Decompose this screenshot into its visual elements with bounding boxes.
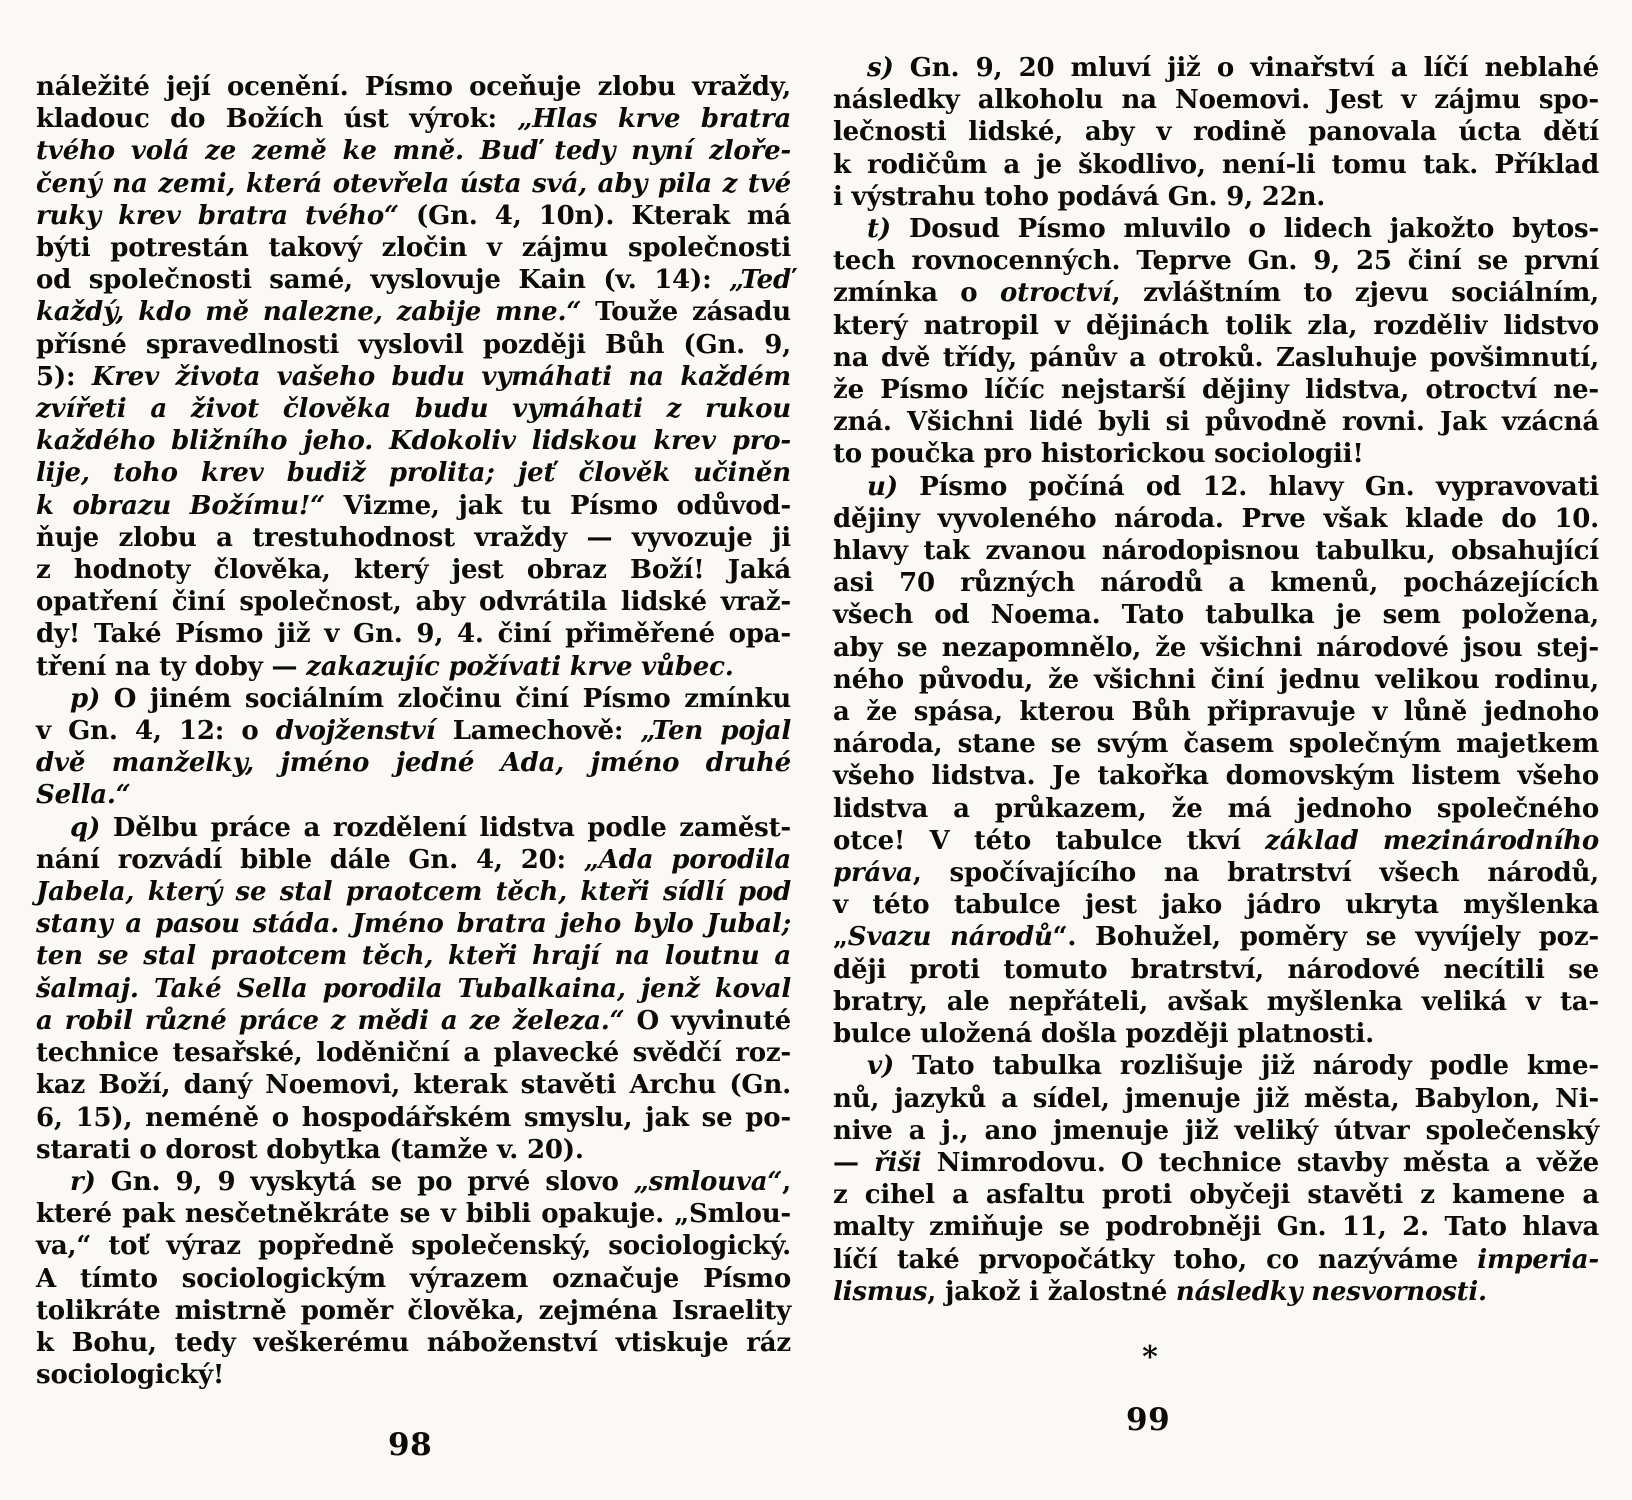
text-run: O jiném sociálním zločinu činí Písmo zmínku xyxy=(113,683,791,714)
text-line xyxy=(833,213,1599,245)
text-line xyxy=(833,696,1599,728)
text-run: kaz Boží, daný Noemovi, kterak stavěti Archu (Gn. xyxy=(36,1070,791,1101)
italic-text-run: u) xyxy=(867,471,920,502)
text-run: všeho lidstva. Je takořka domovským listem všeho xyxy=(833,761,1599,792)
text-run: tolikráte mistrně poměr člověka, zejména Israelity xyxy=(36,1295,791,1326)
text-run: — xyxy=(833,1147,875,1178)
text-run: Gn. 9, 9 vyskytá se po prvé slovo xyxy=(110,1166,634,1197)
text-line xyxy=(833,889,1599,921)
text-line xyxy=(833,277,1599,309)
text-line xyxy=(833,728,1599,760)
text-line xyxy=(833,599,1599,631)
text-run: (Gn. 4, 10n). Kterak má xyxy=(398,200,791,231)
text-line xyxy=(833,986,1599,1018)
italic-text-run: a robil různé práce z mědi a ze železa.“ xyxy=(36,1005,625,1036)
text-line xyxy=(36,779,791,811)
text-line xyxy=(833,471,1599,503)
italic-text-run: „smlouva“ xyxy=(633,1166,783,1197)
text-line xyxy=(36,1005,791,1037)
italic-text-run: k obrazu Božímu!“ xyxy=(36,490,325,521)
text-line xyxy=(833,632,1599,664)
text-run: Písmo počíná od 12. hlavy Gn. vypravovati xyxy=(919,471,1599,502)
italic-text-run: v) xyxy=(867,1051,913,1082)
text-run: lidstva a průkazem, že má jednoho společného xyxy=(833,793,1599,824)
text-line xyxy=(36,908,791,940)
text-line xyxy=(833,760,1599,792)
text-line xyxy=(36,683,791,715)
text-line xyxy=(833,664,1599,696)
italic-text-run: s) xyxy=(867,53,910,83)
text-run: Dělbu práce a rozdělení lidstva podle zaměst- xyxy=(112,812,792,843)
text-run: v této tabulce jest jako jádro ukryta myšlenka xyxy=(833,890,1599,921)
text-line xyxy=(36,1230,791,1262)
text-run: dy! Také Písmo již v Gn. 9, 4. činí přiměřené opa- xyxy=(36,619,791,650)
italic-text-run: tvého volá ze země ke mně. Buď tedy nyní zloře- xyxy=(36,136,791,167)
text-run: náležité její ocenění. Písmo oceňuje zlobu vraždy, xyxy=(36,72,791,102)
text-line xyxy=(833,438,1599,470)
italic-text-run: práva xyxy=(833,858,913,889)
text-line xyxy=(833,825,1599,857)
text-run: 5): xyxy=(36,361,92,392)
italic-text-run: otroctví xyxy=(1000,278,1112,309)
text-run: , jakož i žalostné xyxy=(927,1276,1176,1307)
text-run: a že spása, kterou Bůh připravuje v lůně jednoho xyxy=(833,697,1599,728)
text-line xyxy=(36,457,791,489)
text-line xyxy=(36,393,791,425)
italic-text-run: dvě manželky, jméno jedné Ada, jméno druhé xyxy=(36,748,791,779)
text-run: v Gn. 4, 12: o xyxy=(36,716,276,747)
text-run: národa, stane se svým časem společným majetkem xyxy=(833,729,1599,760)
text-run: že Písmo líčíc nejstarší dějiny lidstva, otroctví ne- xyxy=(833,375,1599,406)
text-line xyxy=(36,618,791,650)
text-line xyxy=(833,503,1599,535)
text-line xyxy=(36,651,791,683)
text-line xyxy=(833,567,1599,599)
italic-text-run: „Teď xyxy=(729,265,791,296)
italic-text-run: „Ada porodila xyxy=(583,844,791,875)
text-run: ňuje zlobu a trestuhodnost vraždy — vyvozuje ji xyxy=(36,522,791,553)
text-line xyxy=(36,1166,791,1198)
text-line xyxy=(36,586,791,618)
text-run: ději proti tomuto bratrství, národové necítili se xyxy=(833,954,1599,985)
text-run: otce! V této tabulce tkví xyxy=(833,825,1266,856)
text-run: na dvě třídy, pánův a otroků. Zasluhuje povšimnutí, xyxy=(833,342,1599,373)
text-run: va,“ toť výraz popředně společenský, sociologický. xyxy=(36,1231,791,1262)
text-line xyxy=(833,793,1599,825)
text-line xyxy=(36,1102,791,1134)
text-line xyxy=(833,1083,1599,1115)
italic-text-run: následky nesvornosti. xyxy=(1175,1276,1487,1307)
text-line xyxy=(36,329,791,361)
text-line xyxy=(36,522,791,554)
text-run: které pak nesčetněkráte se v bibli opakuje. „Smlou- xyxy=(36,1199,791,1230)
text-line xyxy=(36,71,791,103)
text-run: kladouc do Božích úst výrok: xyxy=(36,104,518,135)
text-run: technice tesařské, loděniční a plavecké svědčí roz- xyxy=(36,1038,791,1069)
text-line xyxy=(36,232,791,264)
text-line xyxy=(36,425,791,457)
text-line xyxy=(36,361,791,393)
text-line xyxy=(36,103,791,135)
text-run: Touže zásadu xyxy=(581,297,791,328)
text-run: Nimrodovu. O technice stavby města a věže xyxy=(921,1147,1599,1178)
italic-text-run: Jabela, který se stal praotcem těch, kteři sídlí pod xyxy=(36,877,791,908)
italic-text-run: r) xyxy=(70,1166,111,1197)
italic-text-run: zvířeti a život člověka budu vymáhati z rukou xyxy=(36,394,791,425)
italic-text-run: čený na zemi, která otevřela ústa svá, aby pila z tvé xyxy=(36,168,791,199)
text-line xyxy=(833,1179,1599,1211)
text-line xyxy=(36,812,791,844)
italic-text-run: Svazu národů xyxy=(847,922,1053,953)
text-line xyxy=(833,374,1599,406)
text-line xyxy=(833,921,1599,953)
text-line xyxy=(36,876,791,908)
italic-text-run: q) xyxy=(70,812,113,843)
text-line xyxy=(36,168,791,200)
text-line xyxy=(36,135,791,167)
text-run: který natropil v dějinách tolik zla, rozděliv lidstvo xyxy=(833,310,1599,341)
italic-text-run: každého bližního jeho. Kdokoliv lidskou krev pro- xyxy=(36,426,791,457)
text-line xyxy=(36,1037,791,1069)
italic-text-run: každý, kdo mě nalezne, zabije mne.“ xyxy=(36,297,582,328)
text-run: Gn. 9, 20 mluví již o vinařství a líčí neblahé xyxy=(909,53,1599,83)
italic-text-run: stany a pasou stáda. Jméno bratra jeho bylo Jubal; xyxy=(36,909,791,940)
text-run: všech od Noema. Tato tabulka je sem položena, xyxy=(833,600,1599,631)
italic-text-run: dvojženství xyxy=(275,716,436,747)
text-run: zmínka o xyxy=(833,278,1001,309)
text-run: , zvláštním to zjevu sociálním, xyxy=(1111,278,1599,309)
text-run: následky alkoholu na Noemovi. Jest v zájmu spo- xyxy=(833,85,1599,116)
text-line xyxy=(833,954,1599,986)
text-run: ného původu, že všichni činí jednu velikou rodinu, xyxy=(833,664,1599,695)
text-run: malty zmiňuje se podrobněji Gn. 11, 2. Tato hlava xyxy=(833,1212,1599,1243)
text-line xyxy=(833,245,1599,277)
text-run: 6, 15), neméně o hospodářském smyslu, jak se po- xyxy=(36,1102,791,1133)
italic-text-run: „Hlas krve bratra xyxy=(517,104,791,135)
text-run: z hodnoty člověka, který jest obraz Boží! Jaká xyxy=(36,555,791,586)
text-run: Dosud Písmo mluvilo o lidech jakožto bytos- xyxy=(908,214,1600,245)
text-line xyxy=(833,1211,1599,1243)
text-run: Lamechově: xyxy=(435,716,641,747)
text-run: „ xyxy=(833,922,848,953)
italic-text-run: ten se stal praotcem těch, kteři hrají na loutnu a xyxy=(36,941,791,972)
text-run: hlavy tak zvanou národopisnou tabulku, obsahující xyxy=(833,536,1599,567)
text-line xyxy=(36,747,791,779)
text-run: od společnosti samé, vyslovuje Kain (v. 14): xyxy=(36,265,730,296)
text-run: bulce uložená došla později platnosti. xyxy=(833,1019,1375,1050)
text-run: bratry, ale nepřáteli, avšak myšlenka veliká v ta- xyxy=(833,986,1599,1017)
text-run: tření na ty doby — xyxy=(36,651,307,682)
text-line xyxy=(833,310,1599,342)
italic-text-run: Krev života vašeho budu vymáhati na každém xyxy=(91,361,791,392)
text-line xyxy=(36,1327,791,1359)
text-run: O vyvinuté xyxy=(624,1005,791,1036)
text-run: k rodičům a je škodlivo, není-li tomu tak. Příklad xyxy=(833,149,1599,180)
text-line xyxy=(833,535,1599,567)
italic-text-run: ruky krev bratra tvého“ xyxy=(36,200,399,231)
text-run: starati o dorost dobytka (tamže v. 20). xyxy=(36,1134,584,1165)
text-run: asi 70 různých národů a kmenů, pocházejících xyxy=(833,568,1599,599)
text-run: tech rovnocenných. Teprve Gn. 9, 25 činí se první xyxy=(833,246,1599,277)
italic-text-run: lije, toho krev budiž prolita; jeť člověk učiněn xyxy=(36,458,791,489)
text-line xyxy=(833,1115,1599,1147)
text-line xyxy=(833,116,1599,148)
text-line xyxy=(833,342,1599,374)
text-line xyxy=(833,857,1599,889)
text-line xyxy=(833,1147,1599,1179)
text-run: nání rozvádí bible dále Gn. 4, 20: xyxy=(36,844,584,875)
italic-text-run: t) xyxy=(867,214,909,245)
page-number-left: 98 xyxy=(388,1427,433,1463)
text-line xyxy=(36,554,791,586)
text-run: dějiny vyvoleného národa. Prve však klade do 10. xyxy=(833,503,1599,534)
section-separator-asterisk: * xyxy=(1142,1340,1158,1375)
text-run: , spočívajícího na bratrství všech národů, xyxy=(912,858,1599,889)
text-line xyxy=(36,1198,791,1230)
text-line xyxy=(36,844,791,876)
page-number-right: 99 xyxy=(1126,1402,1171,1438)
text-run: aby se nezapomnělo, že všichni národové jsou stej- xyxy=(833,632,1599,663)
text-run: líčí také prvopočátky toho, co nazýváme xyxy=(833,1244,1478,1275)
italic-text-run: šalmaj. Také Sella porodila Tubalkaina, jenž koval xyxy=(36,973,791,1004)
text-line xyxy=(833,1276,1599,1308)
text-line xyxy=(36,715,791,747)
text-run: opatření činí společnost, aby odvrátila lidské vraž- xyxy=(36,587,791,618)
italic-text-run: zakazujíc požívati krve vůbec. xyxy=(306,651,734,682)
text-line xyxy=(36,1069,791,1101)
text-line xyxy=(833,1050,1599,1082)
italic-text-run: Sella.“ xyxy=(36,780,131,811)
page-99-text-column xyxy=(833,52,1599,1308)
text-line xyxy=(36,296,791,328)
page-98-text-column xyxy=(36,71,791,1391)
text-line xyxy=(36,1359,791,1391)
text-run: Vizme, jak tu Písmo odůvod- xyxy=(324,490,791,521)
text-line xyxy=(833,1244,1599,1276)
text-run: A tímto sociologickým výrazem označuje Písmo xyxy=(36,1263,791,1294)
text-run: i výstrahu toho podává Gn. 9, 22n. xyxy=(833,181,1326,212)
text-line xyxy=(833,1018,1599,1050)
italic-text-run: základ mezinárodního xyxy=(1265,825,1599,856)
text-line xyxy=(833,149,1599,181)
text-line xyxy=(36,264,791,296)
text-line xyxy=(36,1134,791,1166)
text-line xyxy=(833,406,1599,438)
text-run: přísné spravedlnosti vyslovil později Bůh (Gn. 9, xyxy=(36,329,791,360)
text-line xyxy=(833,52,1599,84)
text-line xyxy=(36,490,791,522)
text-run: nive a j., ano jmenuje již veliký útvar společenský xyxy=(833,1115,1599,1146)
text-run: to poučka pro historickou sociologii! xyxy=(833,439,1364,470)
text-line xyxy=(36,1263,791,1295)
text-line xyxy=(36,1295,791,1327)
italic-text-run: řiši xyxy=(874,1147,922,1178)
text-run: z cihel a asfaltu proti obyčeji stavěti z kamene a xyxy=(833,1180,1599,1211)
text-run: k Bohu, tedy veškerému náboženství vtiskuje ráz xyxy=(36,1327,791,1358)
text-line xyxy=(36,940,791,972)
text-run: býti potrestán takový zločin v zájmu společnosti xyxy=(36,233,791,264)
text-run: sociologický! xyxy=(36,1360,225,1391)
text-run: “. Bohužel, poměry se vyvíjely poz- xyxy=(1052,922,1599,953)
italic-text-run: lismus xyxy=(833,1276,928,1307)
text-line xyxy=(36,973,791,1005)
italic-text-run: p) xyxy=(70,683,114,714)
text-line xyxy=(36,200,791,232)
italic-text-run: „Ten pojal xyxy=(640,716,791,747)
text-run: , xyxy=(782,1166,792,1197)
text-run: zná. Všichni lidé byli si původně rovni. Jak vzácná xyxy=(833,407,1599,438)
text-line xyxy=(833,181,1599,213)
text-run: nů, jazyků a sídel, jmenuje již města, Babylon, Ni- xyxy=(833,1083,1599,1114)
text-run: lečnosti lidské, aby v rodině panovala úcta dětí xyxy=(833,117,1599,148)
italic-text-run: imperia- xyxy=(1477,1244,1599,1275)
text-run: Tato tabulka rozlišuje již národy podle kme- xyxy=(912,1051,1599,1082)
text-line xyxy=(833,84,1599,116)
